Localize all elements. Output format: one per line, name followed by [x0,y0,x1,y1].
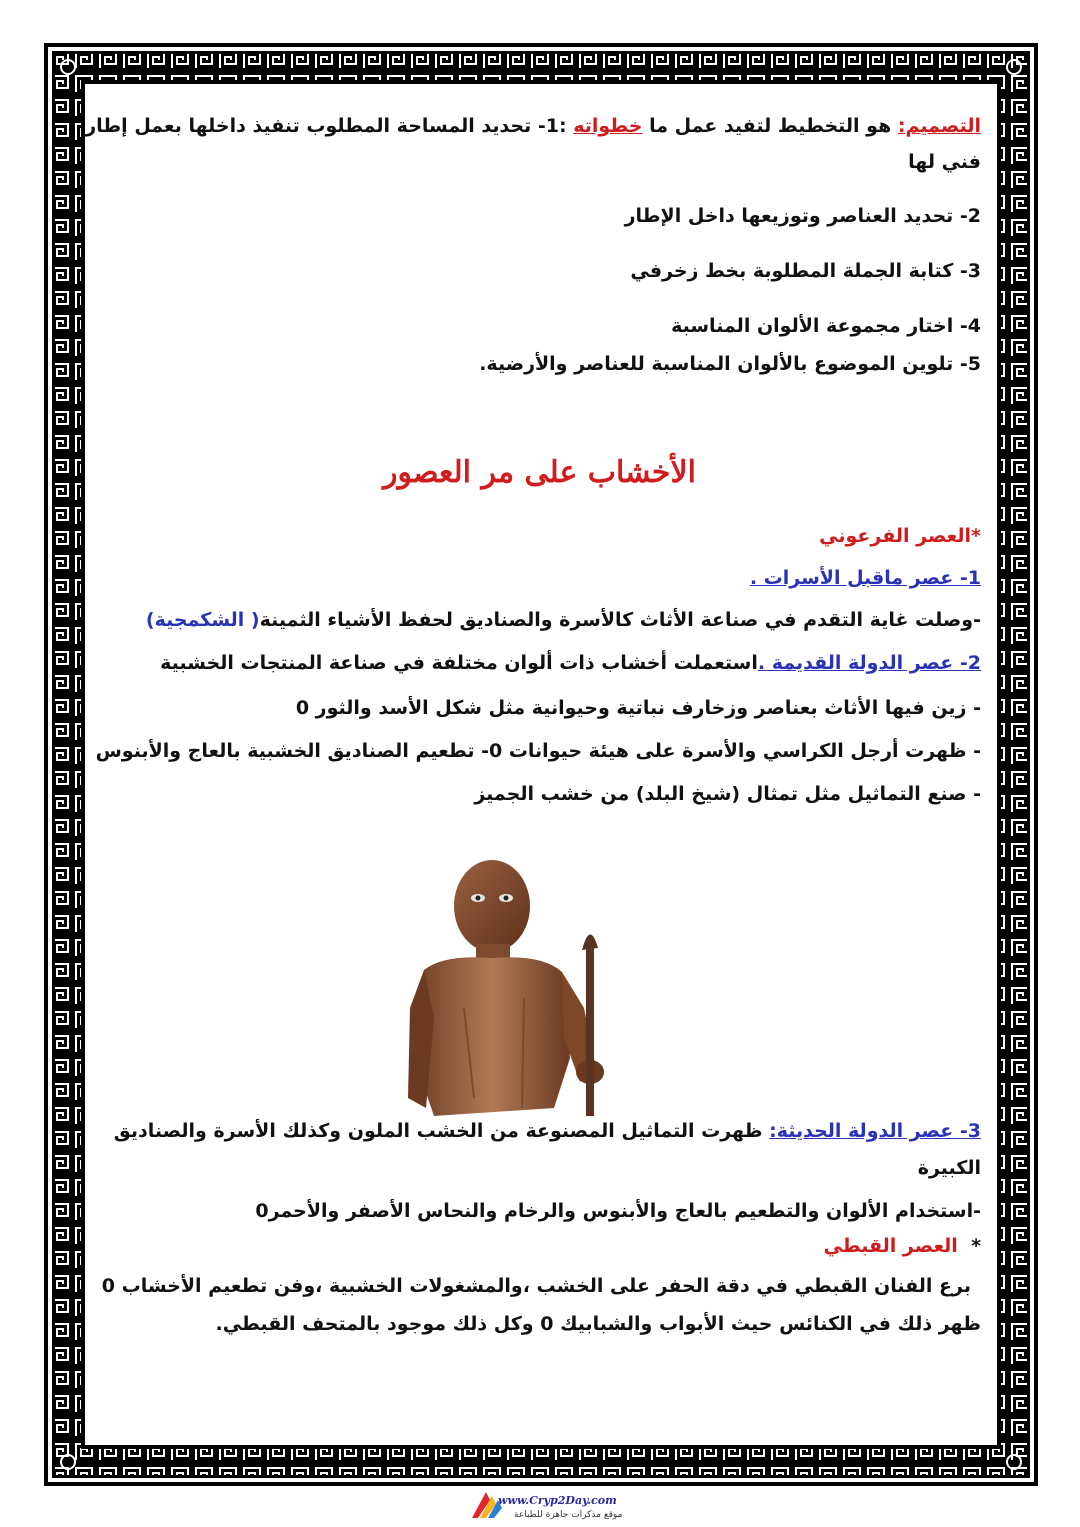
era3-line: 3- عصر الدولة الحديثة: ظهرت التماثيل المصنوعة من الخشب الملون وكذلك الأسرة والصناديق [113,1120,981,1142]
bullet-1: - زين فيها الأثاث بعناصر وزخارف نباتية وحيوانية مثل شكل الأسد والثور 0 [295,697,981,719]
coptic-text-1: برع الفنان القبطي في دقة الحفر على الخشب ،والمشغولات الخشبية ،وفن تطعيم الأخشاب 0 [101,1275,971,1297]
bullet-3: - صنع التماثيل مثل تمثال (شيخ البلد) من خشب الجميز [474,783,981,805]
footer-site: www.Cryp2Day.com [498,1494,617,1507]
era3-bullet: -استخدام الألوان والتطعيم بالعاج والأبنوس والرخام والنحاس الأصفر والأحمر0 [255,1200,981,1222]
coptic-heading-line: * العصر القبطي [823,1235,981,1257]
era3-continuation: الكبيرة [917,1157,981,1179]
bullet-2: - ظهرت أرجل الكراسي والأسرة على هيئة حيوانات 0- تطعيم الصناديق الخشبية بالعاج والأبنوس [95,740,981,762]
pharaonic-heading: *العصر الفرعوني [819,525,981,547]
era1-note: ( الشكمجية) [145,609,260,631]
era2-label: 2- عصر الدولة القديمة . [757,652,981,674]
coptic-heading: العصر القبطي [823,1235,958,1257]
step-3: 3- كتابة الجملة المطلوبة بخط زخرفي [630,260,981,282]
step-5: 5- تلوين الموضوع بالألوان المناسبة للعناصر والأرضية. [479,353,981,375]
design-definition-line: التصميم: هو التخطيط لتفيد عمل ما خطواته :1- تحديد المساحة المطلوب تنفيذ داخلها بعمل إطار [85,115,981,137]
steps-label: خطواته [573,115,643,137]
era2-line: 2- عصر الدولة القديمة .استعملت أخشاب ذات ألوان مختلفة في صناعة المنتجات الخشبية [160,652,981,674]
step1-continuation: فني لها [908,151,981,173]
step-2: 2- تحديد العناصر وتوزيعها داخل الإطار [624,205,981,227]
sheikh-el-balad-statue-image [404,858,672,1116]
design-label: التصميم: [897,115,981,137]
coptic-text-2: ظهر ذلك في الكنائس حيث الأبواب والشبابيك 0 وكل ذلك موجود بالمتحف القبطي. [215,1313,981,1335]
document-body [86,90,993,1440]
section-title: الأخشاب على مر العصور [383,455,696,490]
step-4: 4- اختار مجموعة الألوان المناسبة [671,315,981,337]
era1-label: 1- عصر ماقبل الأسرات . [749,567,981,589]
era3-label: 3- عصر الدولة الحديثة: [769,1120,981,1142]
era1-text-line: -وصلت غاية التقدم في صناعة الأثاث كالأسرة والصناديق لحفظ الأشياء الثمينة( الشكمجية) [145,609,981,631]
footer-tagline: موقع مذكرات جاهزة للطباعة [514,1510,623,1520]
